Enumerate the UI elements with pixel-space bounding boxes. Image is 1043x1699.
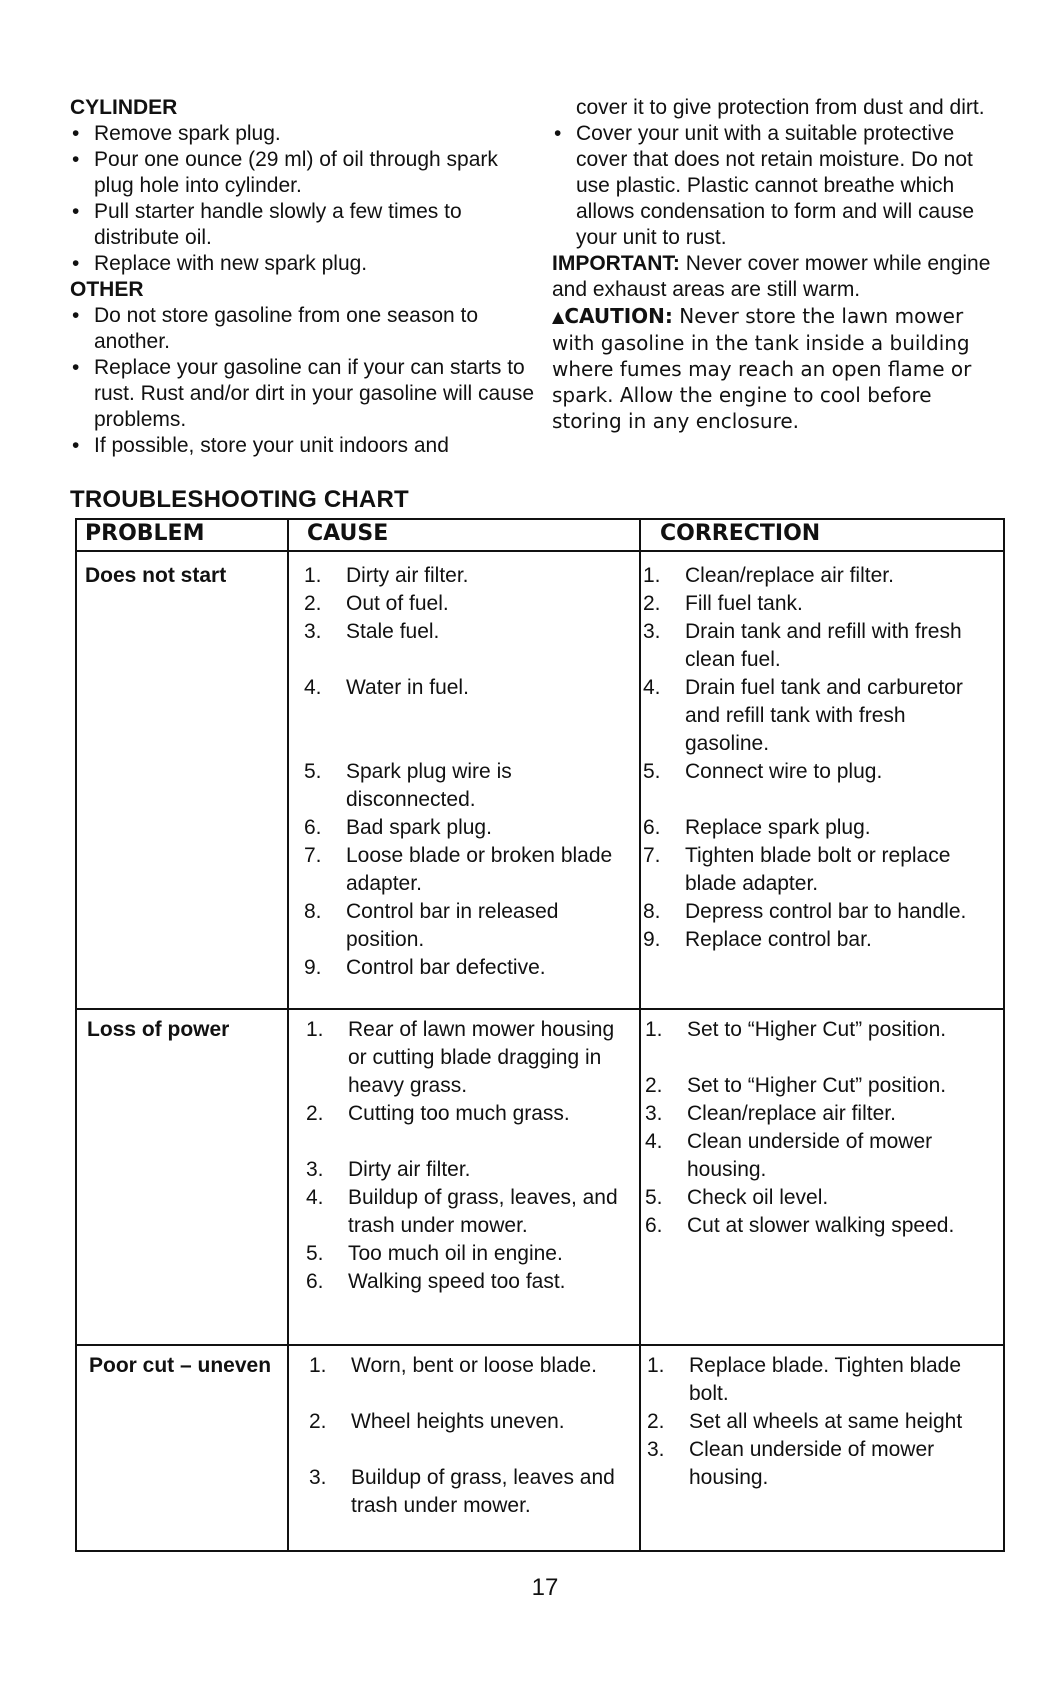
list-item bbox=[306, 1100, 636, 1128]
storage-right-column bbox=[552, 95, 1007, 434]
header-problem: PROBLEM bbox=[85, 521, 205, 546]
item-text: Dirty air filter. bbox=[348, 1158, 471, 1181]
item-text: Clean/replace air filter. bbox=[687, 1102, 896, 1125]
list-item bbox=[647, 1408, 997, 1436]
list-item bbox=[645, 1016, 995, 1044]
list-item: • Remove spark plug. bbox=[70, 121, 540, 147]
list-item bbox=[304, 758, 634, 814]
item-number: 4. bbox=[643, 676, 661, 699]
item-number: 9. bbox=[643, 928, 661, 951]
list-item bbox=[306, 1240, 636, 1268]
list-item bbox=[304, 562, 634, 590]
correction-list bbox=[643, 562, 993, 954]
item-text: Tighten blade bolt or replace blade adapter. bbox=[685, 844, 951, 895]
list-item bbox=[643, 758, 993, 786]
important-label: IMPORTANT: bbox=[552, 252, 680, 275]
list-item bbox=[645, 1128, 995, 1184]
item-text: Depress control bar to handle. bbox=[685, 900, 967, 923]
list-item: • Do not store gasoline from one season to another. bbox=[70, 303, 540, 355]
item-text: Replace blade. Tighten blade bolt. bbox=[689, 1354, 962, 1405]
list-item bbox=[304, 590, 634, 618]
item-number: 5. bbox=[306, 1242, 324, 1265]
list-item bbox=[304, 814, 634, 842]
problem-cell: Does not start bbox=[85, 564, 227, 587]
list-item bbox=[643, 926, 993, 954]
list-item bbox=[643, 590, 993, 618]
item-number: 5. bbox=[643, 760, 661, 783]
list-item bbox=[643, 842, 993, 898]
list-item bbox=[645, 1100, 995, 1128]
item-text: Clean underside of mower housing. bbox=[689, 1438, 935, 1489]
item-text: Too much oil in engine. bbox=[348, 1242, 563, 1265]
item-text: Set to “Higher Cut” position. bbox=[687, 1018, 947, 1041]
item-number: 2. bbox=[643, 592, 661, 615]
item-text: Cutting too much grass. bbox=[348, 1102, 570, 1125]
list-item: • Replace your gasoline can if your can starts to rust. Rust and/or dirt in your gasoline will cause problems. bbox=[70, 355, 540, 433]
item-text: Control bar in released position. bbox=[346, 900, 559, 951]
item-number: 4. bbox=[645, 1130, 663, 1153]
item-number: 5. bbox=[304, 760, 322, 783]
list-item bbox=[647, 1436, 997, 1492]
problem-cell: Poor cut – uneven bbox=[89, 1354, 272, 1377]
list-item bbox=[309, 1464, 639, 1520]
item-number: 1. bbox=[309, 1354, 327, 1377]
row-divider bbox=[77, 1344, 1003, 1346]
item-number: 3. bbox=[647, 1438, 665, 1461]
important-note bbox=[552, 251, 1007, 303]
list-item bbox=[645, 1072, 995, 1100]
header-correction: CORRECTION bbox=[660, 521, 821, 546]
item-number: 8. bbox=[643, 900, 661, 923]
item-number: 1. bbox=[647, 1354, 665, 1377]
item-number: 2. bbox=[647, 1410, 665, 1433]
troubleshooting-table bbox=[75, 518, 1005, 1552]
other-heading: OTHER bbox=[70, 278, 144, 301]
cover-list bbox=[552, 121, 1007, 251]
header-divider bbox=[77, 550, 1003, 552]
cause-list bbox=[306, 1016, 636, 1296]
list-item bbox=[304, 842, 634, 898]
item-text: Check oil level. bbox=[687, 1186, 829, 1209]
item-text: Spark plug wire is disconnected. bbox=[346, 760, 512, 811]
list-item: • Replace with new spark plug. bbox=[70, 251, 540, 277]
item-text: Loose blade or broken blade adapter. bbox=[346, 844, 613, 895]
list-item bbox=[643, 814, 993, 842]
item-number: 6. bbox=[304, 816, 322, 839]
item-text: Drain tank and refill with fresh clean fuel. bbox=[685, 620, 962, 671]
list-item bbox=[306, 1016, 636, 1100]
cylinder-list bbox=[70, 121, 540, 277]
page-number: 17 bbox=[531, 1574, 559, 1601]
caution-text: Never store the lawn mower with gasoline in the tank inside a building where fumes may reach an open flame or spark. Allow the engine to cool before storing in any enclosure. bbox=[552, 304, 972, 433]
item-text: Connect wire to plug. bbox=[685, 760, 883, 783]
item-number: 2. bbox=[306, 1102, 324, 1125]
list-item bbox=[306, 1268, 636, 1296]
item-number: 2. bbox=[304, 592, 322, 615]
important-text: Never cover mower while engine and exhaust areas are still warm. bbox=[552, 252, 991, 301]
list-item bbox=[643, 898, 993, 926]
item-number: 6. bbox=[645, 1214, 663, 1237]
list-item bbox=[647, 1352, 997, 1408]
item-text: Cut at slower walking speed. bbox=[687, 1214, 955, 1237]
other-list bbox=[70, 303, 540, 459]
continued-text: cover it to give protection from dust and dirt. bbox=[576, 96, 985, 119]
list-item bbox=[304, 674, 634, 702]
header-cause: CAUSE bbox=[307, 521, 389, 546]
list-item bbox=[645, 1212, 995, 1240]
item-number: 8. bbox=[304, 900, 322, 923]
item-number: 2. bbox=[309, 1410, 327, 1433]
item-number: 5. bbox=[645, 1186, 663, 1209]
problem-cell: Loss of power bbox=[87, 1018, 230, 1041]
item-text: Water in fuel. bbox=[346, 676, 469, 699]
cause-list bbox=[304, 562, 634, 982]
correction-list bbox=[645, 1016, 995, 1240]
item-text: Worn, bent or loose blade. bbox=[351, 1354, 597, 1377]
item-number: 3. bbox=[645, 1102, 663, 1125]
list-item bbox=[306, 1156, 636, 1184]
list-item bbox=[304, 954, 634, 982]
item-number: 1. bbox=[304, 564, 322, 587]
cylinder-heading: CYLINDER bbox=[70, 96, 178, 119]
item-text: Control bar defective. bbox=[346, 956, 546, 979]
list-item: • Pour one ounce (29 ml) of oil through spark plug hole into cylinder. bbox=[70, 147, 540, 199]
item-text: Wheel heights uneven. bbox=[351, 1410, 565, 1433]
list-item: • Pull starter handle slowly a few times to distribute oil. bbox=[70, 199, 540, 251]
item-text: Clean underside of mower housing. bbox=[687, 1130, 933, 1181]
item-number: 3. bbox=[309, 1466, 327, 1489]
column-divider bbox=[287, 520, 289, 1550]
cause-list bbox=[309, 1352, 639, 1520]
caution-note bbox=[552, 303, 1007, 434]
item-text: Stale fuel. bbox=[346, 620, 440, 643]
list-item bbox=[309, 1408, 639, 1436]
item-text: Buildup of grass, leaves and trash under mower. bbox=[351, 1466, 615, 1517]
correction-list bbox=[647, 1352, 997, 1492]
list-item bbox=[643, 674, 993, 758]
list-item bbox=[643, 562, 993, 590]
item-text: Clean/replace air filter. bbox=[685, 564, 894, 587]
item-number: 4. bbox=[306, 1186, 324, 1209]
item-number: 6. bbox=[306, 1270, 324, 1293]
item-number: 1. bbox=[643, 564, 661, 587]
item-text: Walking speed too fast. bbox=[348, 1270, 566, 1293]
item-text: Rear of lawn mower housing or cutting blade dragging in heavy grass. bbox=[348, 1018, 615, 1097]
item-number: 3. bbox=[643, 620, 661, 643]
list-item bbox=[645, 1184, 995, 1212]
item-text: Bad spark plug. bbox=[346, 816, 492, 839]
warning-triangle-icon: ▲ bbox=[552, 307, 565, 326]
column-divider bbox=[639, 520, 641, 1550]
list-item: • If possible, store your unit indoors and bbox=[70, 433, 540, 459]
caution-label: CAUTION: bbox=[564, 304, 673, 328]
item-number: 7. bbox=[304, 844, 322, 867]
item-text: Replace spark plug. bbox=[685, 816, 871, 839]
item-text: Drain fuel tank and carburetor and refill tank with fresh gasoline. bbox=[685, 676, 963, 755]
storage-left-column bbox=[70, 95, 540, 459]
row-divider bbox=[77, 1008, 1003, 1010]
list-item bbox=[304, 898, 634, 954]
chart-title: TROUBLESHOOTING CHART bbox=[70, 486, 409, 513]
item-number: 3. bbox=[304, 620, 322, 643]
item-number: 6. bbox=[643, 816, 661, 839]
item-number: 7. bbox=[643, 844, 661, 867]
item-number: 1. bbox=[306, 1018, 324, 1041]
item-text: Buildup of grass, leaves, and trash under mower. bbox=[348, 1186, 618, 1237]
item-number: 3. bbox=[306, 1158, 324, 1181]
item-text: Set to “Higher Cut” position. bbox=[687, 1074, 947, 1097]
item-text: Fill fuel tank. bbox=[685, 592, 803, 615]
list-item: • Cover your unit with a suitable protective cover that does not retain moisture. Do not use plastic. Plastic cannot breathe which allows condensation to form and will cause your unit to rust. bbox=[552, 121, 1007, 251]
list-item bbox=[643, 618, 993, 674]
item-text: Set all wheels at same height bbox=[689, 1410, 963, 1433]
list-item bbox=[309, 1352, 639, 1380]
item-text: Dirty air filter. bbox=[346, 564, 469, 587]
item-text: Out of fuel. bbox=[346, 592, 449, 615]
item-number: 4. bbox=[304, 676, 322, 699]
item-text: Replace control bar. bbox=[685, 928, 872, 951]
item-number: 9. bbox=[304, 956, 322, 979]
item-number: 2. bbox=[645, 1074, 663, 1097]
item-number: 1. bbox=[645, 1018, 663, 1041]
list-item bbox=[306, 1184, 636, 1240]
list-item bbox=[304, 618, 634, 646]
